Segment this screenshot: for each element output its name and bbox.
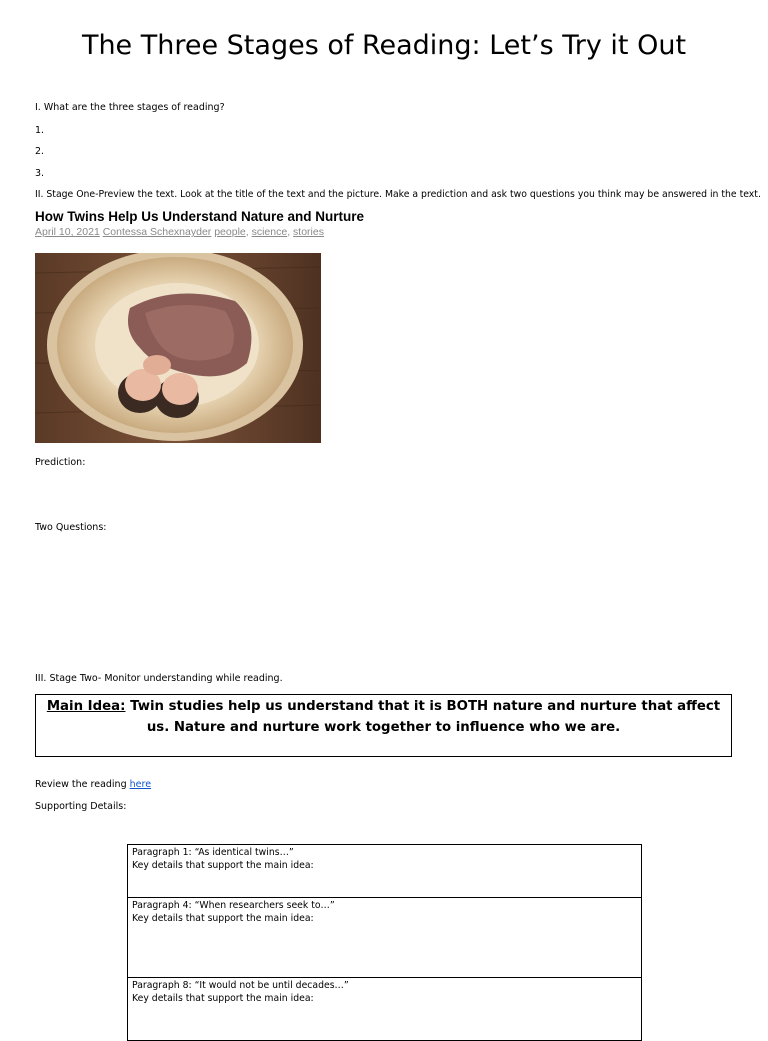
stage-item-2: 2.	[35, 146, 45, 157]
table-row	[128, 978, 642, 1041]
main-idea-label: Main Idea:	[46, 699, 126, 714]
page-title: The Three Stages of Reading: Let’s Try it Out	[81, 30, 687, 61]
paragraph-4-title: Paragraph 4: “When researchers seek to…”	[132, 900, 335, 911]
review-link[interactable]: here	[129, 779, 152, 790]
stage-one-instruction: II. Stage One-Preview the text. Look at the title of the text and the picture. Make a prediction and ask two questions you think may be answered in the text.	[35, 189, 761, 200]
tag-science[interactable]: science	[251, 226, 288, 238]
paragraph-1-prompt: Key details that support the main idea:	[132, 860, 314, 871]
main-idea-box	[35, 694, 732, 757]
tag-stories[interactable]: stories	[293, 226, 324, 238]
main-idea-text: Twin studies help us understand that it is BOTH nature and nurture that affect us. Nature and nurture work together to influence who we are.	[125, 699, 721, 735]
two-questions-label: Two Questions:	[35, 522, 107, 533]
supporting-details-table	[127, 844, 642, 1041]
stage-item-3: 3.	[35, 168, 45, 179]
prediction-label: Prediction:	[35, 457, 86, 468]
stage-two-heading: III. Stage Two- Monitor understanding while reading.	[35, 673, 283, 684]
review-text: Review the reading	[35, 779, 130, 790]
article-author[interactable]: Contessa Schexnayder	[102, 226, 212, 238]
paragraph-4-cell[interactable]	[128, 898, 642, 978]
review-line	[35, 779, 151, 790]
paragraph-8-title: Paragraph 8: “It would not be until decades…”	[132, 980, 349, 991]
stages-question: I. What are the three stages of reading?	[35, 102, 225, 113]
table-row	[128, 845, 642, 898]
paragraph-1-title: Paragraph 1: “As identical twins…”	[132, 847, 294, 858]
paragraph-1-cell[interactable]	[128, 845, 642, 898]
article-date[interactable]: April 10, 2021	[35, 226, 100, 238]
supporting-details-label: Supporting Details:	[35, 801, 127, 812]
table-row	[128, 898, 642, 978]
stage-item-1: 1.	[35, 125, 45, 136]
paragraph-8-cell[interactable]	[128, 978, 642, 1041]
twins-photo	[35, 253, 321, 443]
tag-people[interactable]: people	[214, 226, 246, 238]
paragraph-8-prompt: Key details that support the main idea:	[132, 993, 314, 1004]
article-title: How Twins Help Us Understand Nature and Nurture	[35, 209, 365, 224]
article-meta: April 10, 2021 Contessa Schexnayder people, science, stories	[35, 226, 324, 238]
paragraph-4-prompt: Key details that support the main idea:	[132, 913, 314, 924]
